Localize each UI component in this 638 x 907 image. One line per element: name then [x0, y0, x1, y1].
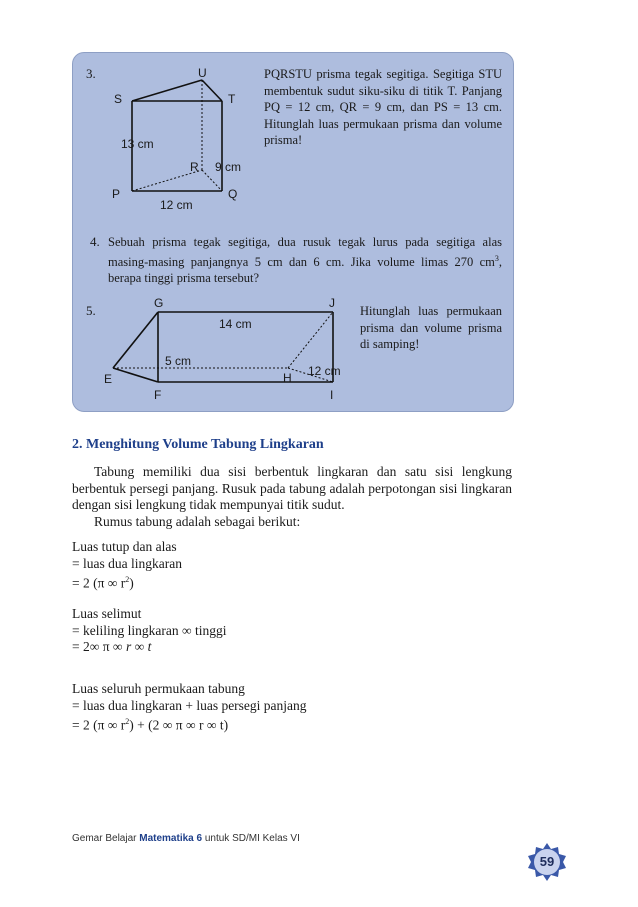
vertex-j-label: J	[329, 296, 335, 310]
problem4-number: 4.	[90, 234, 100, 249]
problem3-number: 3.	[86, 66, 96, 81]
formula-cap-base: Luas tutup dan alas = luas dua lingkaran = 2 (π ∞ $r^2$)	[72, 539, 182, 591]
length-pq-label: 12 cm	[160, 198, 193, 212]
formula-intro: Rumus tabung adalah sebagai berikut:	[94, 513, 301, 529]
edge-ef	[113, 368, 158, 382]
vertex-e-label: E	[104, 372, 113, 386]
vertex-r-label: R	[190, 160, 199, 174]
vertex-h-label: H	[283, 371, 292, 385]
problem4-text: Sebuah prisma tegak segitiga, dua rusuk tegak lurus pada segitiga alas masing-masing panjangnya 5 cm dan 6 cm. Jika volume limas 270 $cm^3$, berapa tinggi prisma tersebut?	[108, 235, 502, 286]
vertex-g-label: G	[154, 296, 164, 310]
edge-hj-hidden	[288, 312, 333, 368]
page-number-badge	[527, 842, 567, 882]
length-gj-label: 14 cm	[219, 317, 252, 331]
vertex-p-label: P	[112, 187, 121, 201]
page-number: 59	[539, 854, 555, 869]
length-ef-label: 5 cm	[165, 354, 192, 368]
length-ps-label: 13 cm	[121, 137, 154, 151]
vertex-s-label: S	[114, 92, 123, 106]
problem5-number: 5.	[86, 303, 96, 318]
formula-lateral-area: Luas selimut = keliling lingkaran ∞ tinggi = 2∞ π ∞ r ∞ t	[72, 606, 227, 655]
edge-ge	[113, 312, 158, 368]
vertex-q-label: Q	[228, 187, 238, 201]
vertex-f-label: F	[154, 388, 162, 402]
problem5-text: Hitunglah luas permukaan prisma dan volume prisma di samping!	[360, 304, 502, 351]
formula-total-area: Luas seluruh permukaan tabung = luas dua lingkaran + luas persegi panjang = 2 (π ∞ $r^2) + (2$ ∞ π ∞ r ∞ t)	[72, 681, 307, 733]
intro-paragraph: Tabung memiliki dua sisi berbentuk lingkaran dan satu sisi lengkung berbentuk persegi panjang. Rusuk pada tabung adalah perpotongan sisi lingkaran dengan sisi lengkung tidak mempunyai titik sudut. Rumus tabung adalah sebagai berikut:	[72, 464, 512, 529]
length-hi-label: 12 cm	[308, 364, 341, 378]
length-qr-label: 9 cm	[215, 160, 242, 174]
footer-book-title: Gemar Belajar Matematika 6 untuk SD/MI Kelas VI	[72, 833, 300, 844]
vertex-u-label: U	[198, 66, 207, 80]
problem3-text: PQRSTU prisma tegak segitiga. Segitiga STU membentuk sudut siku-siku di titik T. Panjang PQ = 12 cm, QR = 9 cm, dan PS = 13 cm. Hitunglah luas permukaan prisma dan volume prisma!	[264, 67, 502, 147]
vertex-i-label: I	[330, 388, 334, 402]
section-heading: 2. Menghitung Volume Tabung Lingkaran	[72, 437, 324, 452]
vertex-t-label: T	[228, 92, 236, 106]
